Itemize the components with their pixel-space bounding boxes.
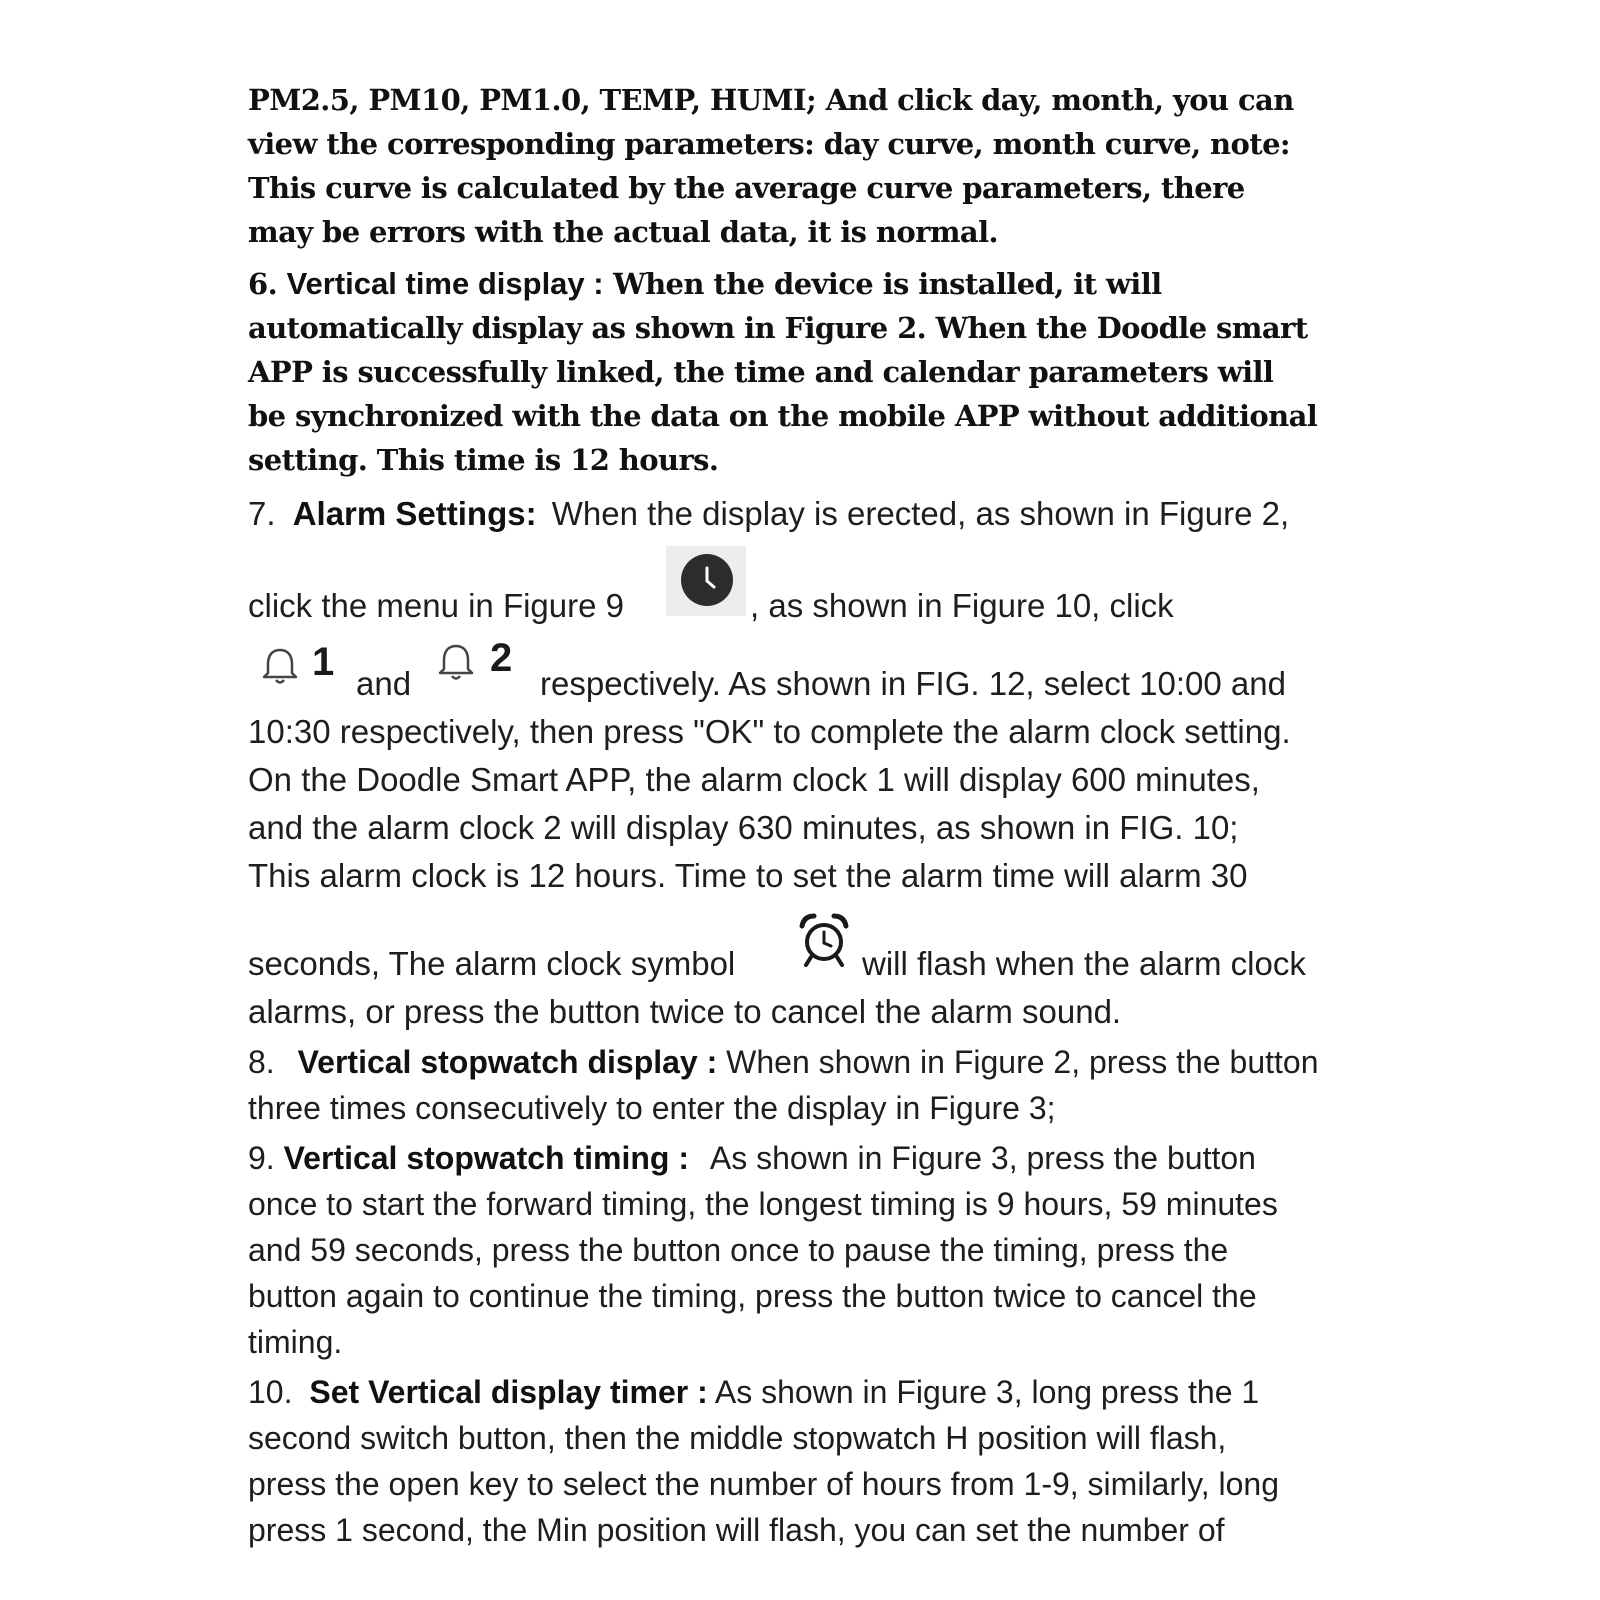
para7-text: When the display is erected, as shown in Figure 2, <box>551 495 1290 532</box>
para8-first-line <box>248 1042 1318 1082</box>
para8-number: 8. <box>248 1044 275 1080</box>
para9-text: As shown in Figure 3, press the button <box>709 1140 1256 1176</box>
para5-line: This curve is calculated by the average curve parameters, there <box>248 171 1245 205</box>
para7-first-line <box>248 494 1289 534</box>
para7-line2-b: , as shown in Figure 10, click <box>750 587 1174 624</box>
para9-line: timing. <box>248 1324 343 1360</box>
para9-first-line <box>248 1138 1256 1178</box>
para7-line3: respectively. As shown in FIG. 12, select 10:00 and <box>540 665 1286 702</box>
para10-text: As shown in Figure 3, long press the 1 <box>714 1374 1260 1410</box>
para7-heading: Alarm Settings: <box>292 495 537 532</box>
bell-icon <box>258 644 302 688</box>
para10-line: press the open key to select the number of hours from 1-9, similarly, long <box>248 1466 1279 1502</box>
para7-line8-a: seconds, The alarm clock symbol <box>248 945 736 982</box>
para7-number: 7. <box>248 495 276 532</box>
bell-icon <box>434 640 478 684</box>
para6-heading: Vertical time display : <box>286 266 604 301</box>
para10-line: second switch button, then the middle stopwatch H position will flash, <box>248 1420 1227 1456</box>
bell-2-label: 2 <box>490 636 513 680</box>
para7-line9: alarms, or press the button twice to cancel the alarm sound. <box>248 993 1122 1030</box>
para5-line: PM2.5, PM10, PM1.0, TEMP, HUMI; And click day, month, you can <box>248 83 1294 117</box>
para9-line: once to start the forward timing, the longest timing is 9 hours, 59 minutes <box>248 1186 1278 1222</box>
para8-text: When shown in Figure 2, press the button <box>726 1044 1319 1080</box>
para10-number: 10. <box>248 1374 293 1410</box>
para5-line: may be errors with the actual data, it is normal. <box>248 215 999 249</box>
para10-heading: Set Vertical display timer : <box>309 1374 708 1410</box>
para9-line: button again to continue the timing, press the button twice to cancel the <box>248 1278 1257 1314</box>
para6-line: setting. This time is 12 hours. <box>248 443 719 477</box>
para8-line2: three times consecutively to enter the display in Figure 3; <box>248 1090 1056 1126</box>
para8-heading: Vertical stopwatch display : <box>297 1044 718 1080</box>
clock-menu-icon <box>666 546 746 616</box>
para7-line: and the alarm clock 2 will display 630 minutes, as shown in FIG. 10; <box>248 809 1239 846</box>
para10-first-line <box>248 1372 1259 1412</box>
para9-number: 9. <box>248 1140 275 1176</box>
alarm-clock-icon <box>796 912 852 972</box>
para7-line: 10:30 respectively, then press "OK" to complete the alarm clock setting. <box>248 713 1291 750</box>
para6-text: When the device is installed, it will <box>613 267 1162 301</box>
para7-line: On the Doodle Smart APP, the alarm clock 1 will display 600 minutes, <box>248 761 1260 798</box>
para6-number: 6. <box>248 267 278 301</box>
para7-line: This alarm clock is 12 hours. Time to set the alarm time will alarm 30 <box>248 857 1248 894</box>
para6-first-line <box>248 262 1162 306</box>
para7-line2-a: click the menu in Figure 9 <box>248 587 625 624</box>
para10-line: press 1 second, the Min position will flash, you can set the number of <box>248 1512 1225 1548</box>
para7-line8-b: will flash when the alarm clock <box>862 945 1306 982</box>
para6-line: automatically display as shown in Figure 2. When the Doodle smart <box>248 311 1308 345</box>
para6-line: APP is successfully linked, the time and calendar parameters will <box>248 355 1274 389</box>
para5-line: view the corresponding parameters: day curve, month curve, note: <box>248 127 1291 161</box>
bell-1-label: 1 <box>312 640 335 684</box>
para9-heading: Vertical stopwatch timing : <box>283 1140 689 1176</box>
para6-line: be synchronized with the data on the mobile APP without additional <box>248 399 1318 433</box>
para9-line: and 59 seconds, press the button once to pause the timing, press the <box>248 1232 1229 1268</box>
and-word: and <box>356 665 412 702</box>
